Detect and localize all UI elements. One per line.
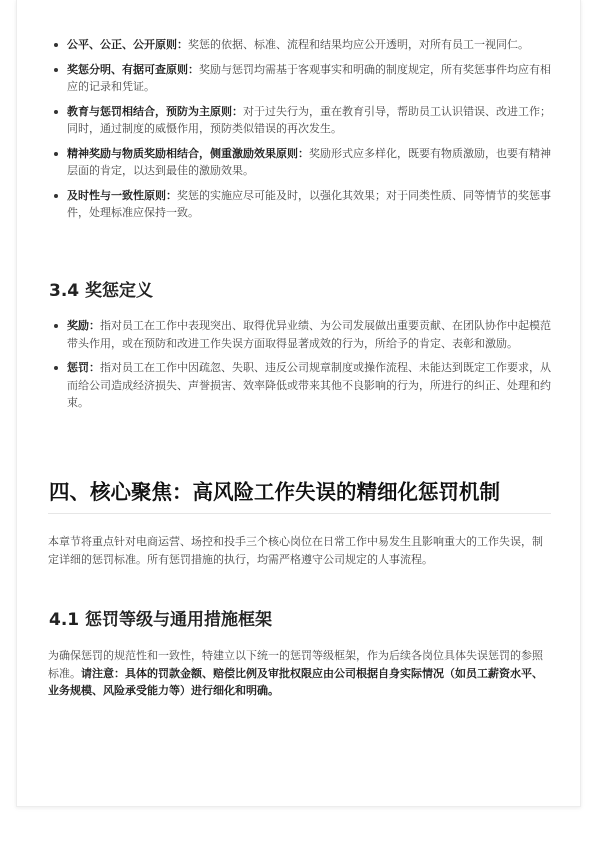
principles-list [48, 36, 551, 222]
chapter-divider [48, 513, 551, 514]
section-heading-3-4: 3.4 奖惩定义 [49, 281, 154, 301]
list-item-term: 奖惩分明、有据可查原则： [67, 62, 199, 76]
list-item-text: 指对员工在工作中表现突出、取得优异业绩、为公司发展做出重要贡献、在团队协作中起模范带头作用，或在预防和改进工作失误方面取得显著成效的行为，所给予的肯定、表彰和激励。 [67, 319, 551, 350]
list-item-text: 指对员工在工作中因疏忽、失职、违反公司规章制度或操作流程、未能达到既定工作要求，从而给公司造成经济损失、声誉损害、效率降低或带来其他不良影响的行为，所进行的纠正、处理和约束。 [67, 361, 551, 409]
list-item [48, 187, 551, 222]
document-page [16, 0, 581, 807]
list-item-term: 公平、公正、公开原则： [67, 38, 188, 51]
chapter-heading: 四、核心聚焦：高风险工作失误的精细化惩罚机制 [49, 480, 500, 504]
list-item-term: 精神奖励与物质奖励相结合，侧重激励效果原则： [67, 146, 309, 160]
section-4-1-note: 请注意：具体的罚款金额、赔偿比例及审批权限应由公司根据自身实际情况（如员工薪资水平、业务规模、风险承受能力等）进行细化和明确。 [48, 666, 543, 697]
list-item [48, 317, 551, 352]
list-item-term: 教育与惩罚相结合，预防为主原则： [67, 104, 243, 118]
list-item-text: 奖励与惩罚均需基于客观事实和明确的制度规定，所有奖惩事件均应有相应的记录和凭证。 [67, 62, 551, 93]
list-item-term: 及时性与一致性原则： [67, 188, 177, 202]
chapter-intro: 本章节将重点针对电商运营、场控和投手三个核心岗位在日常工作中易发生且影响重大的工作失误，制定详细的惩罚标准。所有惩罚措施的执行，均需严格遵守公司规定的人事流程。 [48, 535, 543, 566]
list-item-text: 奖励形式应多样化，既要有物质激励，也要有精神层面的肯定，以达到最佳的激励效果。 [67, 146, 551, 177]
definitions-list [48, 317, 551, 412]
list-item [48, 359, 551, 412]
list-item [48, 145, 551, 180]
list-item-term: 惩罚： [67, 361, 100, 374]
section-4-1-text: 为确保惩罚的规范性和一致性，特建立以下统一的惩罚等级框架，作为后续各岗位具体失误惩罚的参照标准。 [48, 649, 543, 680]
list-item [48, 103, 551, 138]
list-item-term: 奖励： [67, 319, 100, 332]
list-item-text: 奖惩的依据、标准、流程和结果均应公开透明，对所有员工一视同仁。 [188, 38, 529, 51]
list-item [48, 61, 551, 96]
list-item [48, 36, 551, 54]
section-heading-4-1: 4.1 惩罚等级与通用措施框架 [49, 610, 273, 630]
section-4-1-paragraph [48, 647, 551, 700]
list-item-text: 对于过失行为，重在教育引导，帮助员工认识错误、改进工作；同时，通过制度的威慑作用，预防类似错误的再次发生。 [67, 104, 551, 135]
list-item-text: 奖惩的实施应尽可能及时，以强化其效果；对于同类性质、同等情节的奖惩事件，处理标准应保持一致。 [67, 188, 551, 219]
